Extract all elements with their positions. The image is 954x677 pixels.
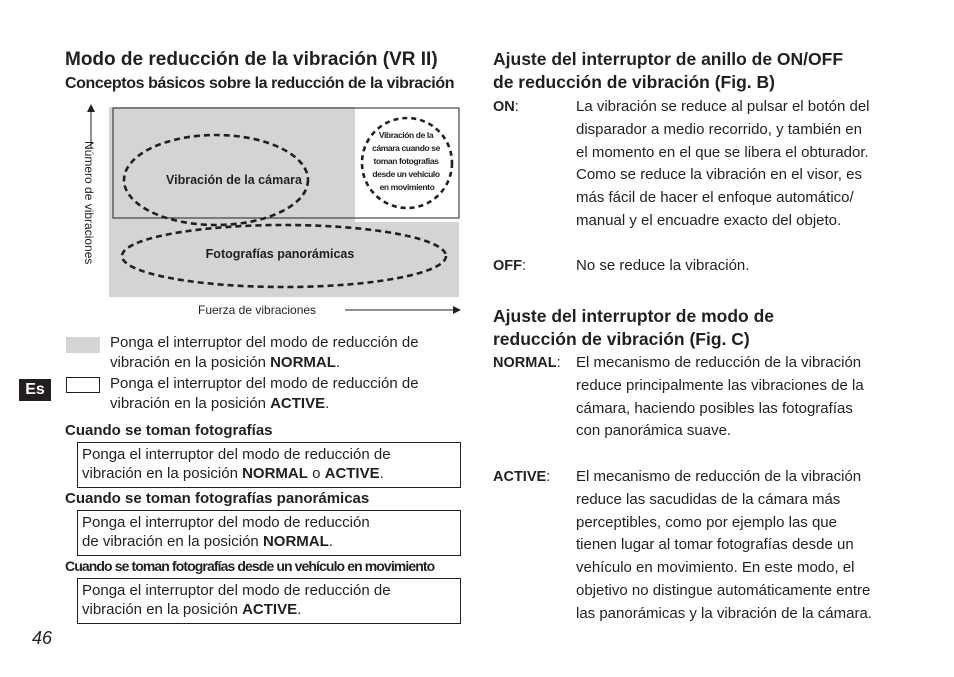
normal-zone-left — [109, 107, 355, 222]
panning-label: Fotografías panorámicas — [205, 247, 355, 261]
on-label: ON: — [493, 99, 519, 115]
camera-vibration-label: Vibración de la cámara — [166, 173, 302, 187]
legend-active-text: Ponga el interruptor del modo de reducción de vibración en la posición ACTIVE. — [110, 375, 419, 412]
section-subtitle: Conceptos básicos sobre la reducción de la vibración — [65, 75, 455, 92]
active-description: El mecanismo de reducción de la vibración reduce las sacudidas de la cámara más perceptibles, como por ejemplo las que tienen lugar al tomar fotografías desde un vehículo en movimiento. En este modo, el objetivo no distingue automáticamente entre las panorámicas y la vibración de la cámara. — [576, 468, 872, 622]
case-vehicle-box: Ponga el interruptor del modo de reducción de vibración en la posición ACTIVE. — [77, 578, 461, 624]
on-description: La vibración se reduce al pulsar el botón del disparador a medio recorrido, y también en el momento en el que se libera el obturador. Como se reduce la vibración en el visor, es más fácil de hacer el enfoque automático/ manual y el encuadre exacto del objeto. — [576, 98, 870, 229]
y-axis-label: Número de vibraciones — [82, 141, 96, 265]
x-axis-label: Fuerza de vibraciones — [198, 303, 317, 317]
legend-swatch-active — [66, 377, 100, 393]
vehicle-vibration-label: Vibración de la cámara cuando se toman fotografías desde un vehículo en movimiento — [372, 130, 440, 192]
case-vehicle-heading: Cuando se toman fotografías desde un vehículo en movimiento — [65, 558, 435, 574]
off-label: OFF: — [493, 258, 527, 274]
case-panning-box: Ponga el interruptor del modo de reducción de vibración en la posición NORMAL. — [77, 510, 461, 556]
case-panning-heading: Cuando se toman fotografías panorámicas — [65, 490, 370, 507]
normal-label: NORMAL: — [493, 355, 561, 371]
language-tab: Es — [19, 379, 51, 401]
active-label: ACTIVE: — [493, 469, 551, 485]
x-arrow-head — [453, 306, 461, 314]
legend-swatch-normal — [66, 337, 100, 353]
normal-description: El mecanismo de reducción de la vibración reduce principalmente las vibraciones de la cámara, haciendo posibles las fotografías con panorámica suave. — [576, 354, 864, 440]
y-arrow-head — [87, 104, 95, 112]
page-title: Modo de reducción de la vibración (VR II) — [65, 49, 438, 70]
section-c-heading: Ajuste del interruptor de modo de reducción de vibración (Fig. C) — [493, 306, 774, 349]
section-b-heading: Ajuste del interruptor de anillo de ON/OFF de reducción de vibración (Fig. B) — [493, 49, 844, 92]
case-photos-heading: Cuando se toman fotografías — [65, 422, 273, 439]
vibration-diagram — [80, 100, 470, 322]
case-photos-box: Ponga el interruptor del modo de reducción de vibración en la posición NORMAL o ACTIVE. — [77, 442, 461, 488]
page-number: 46 — [32, 628, 53, 648]
legend-normal-text: Ponga el interruptor del modo de reducción de vibración en la posición NORMAL. — [110, 334, 419, 371]
off-description: No se reduce la vibración. — [576, 257, 750, 274]
